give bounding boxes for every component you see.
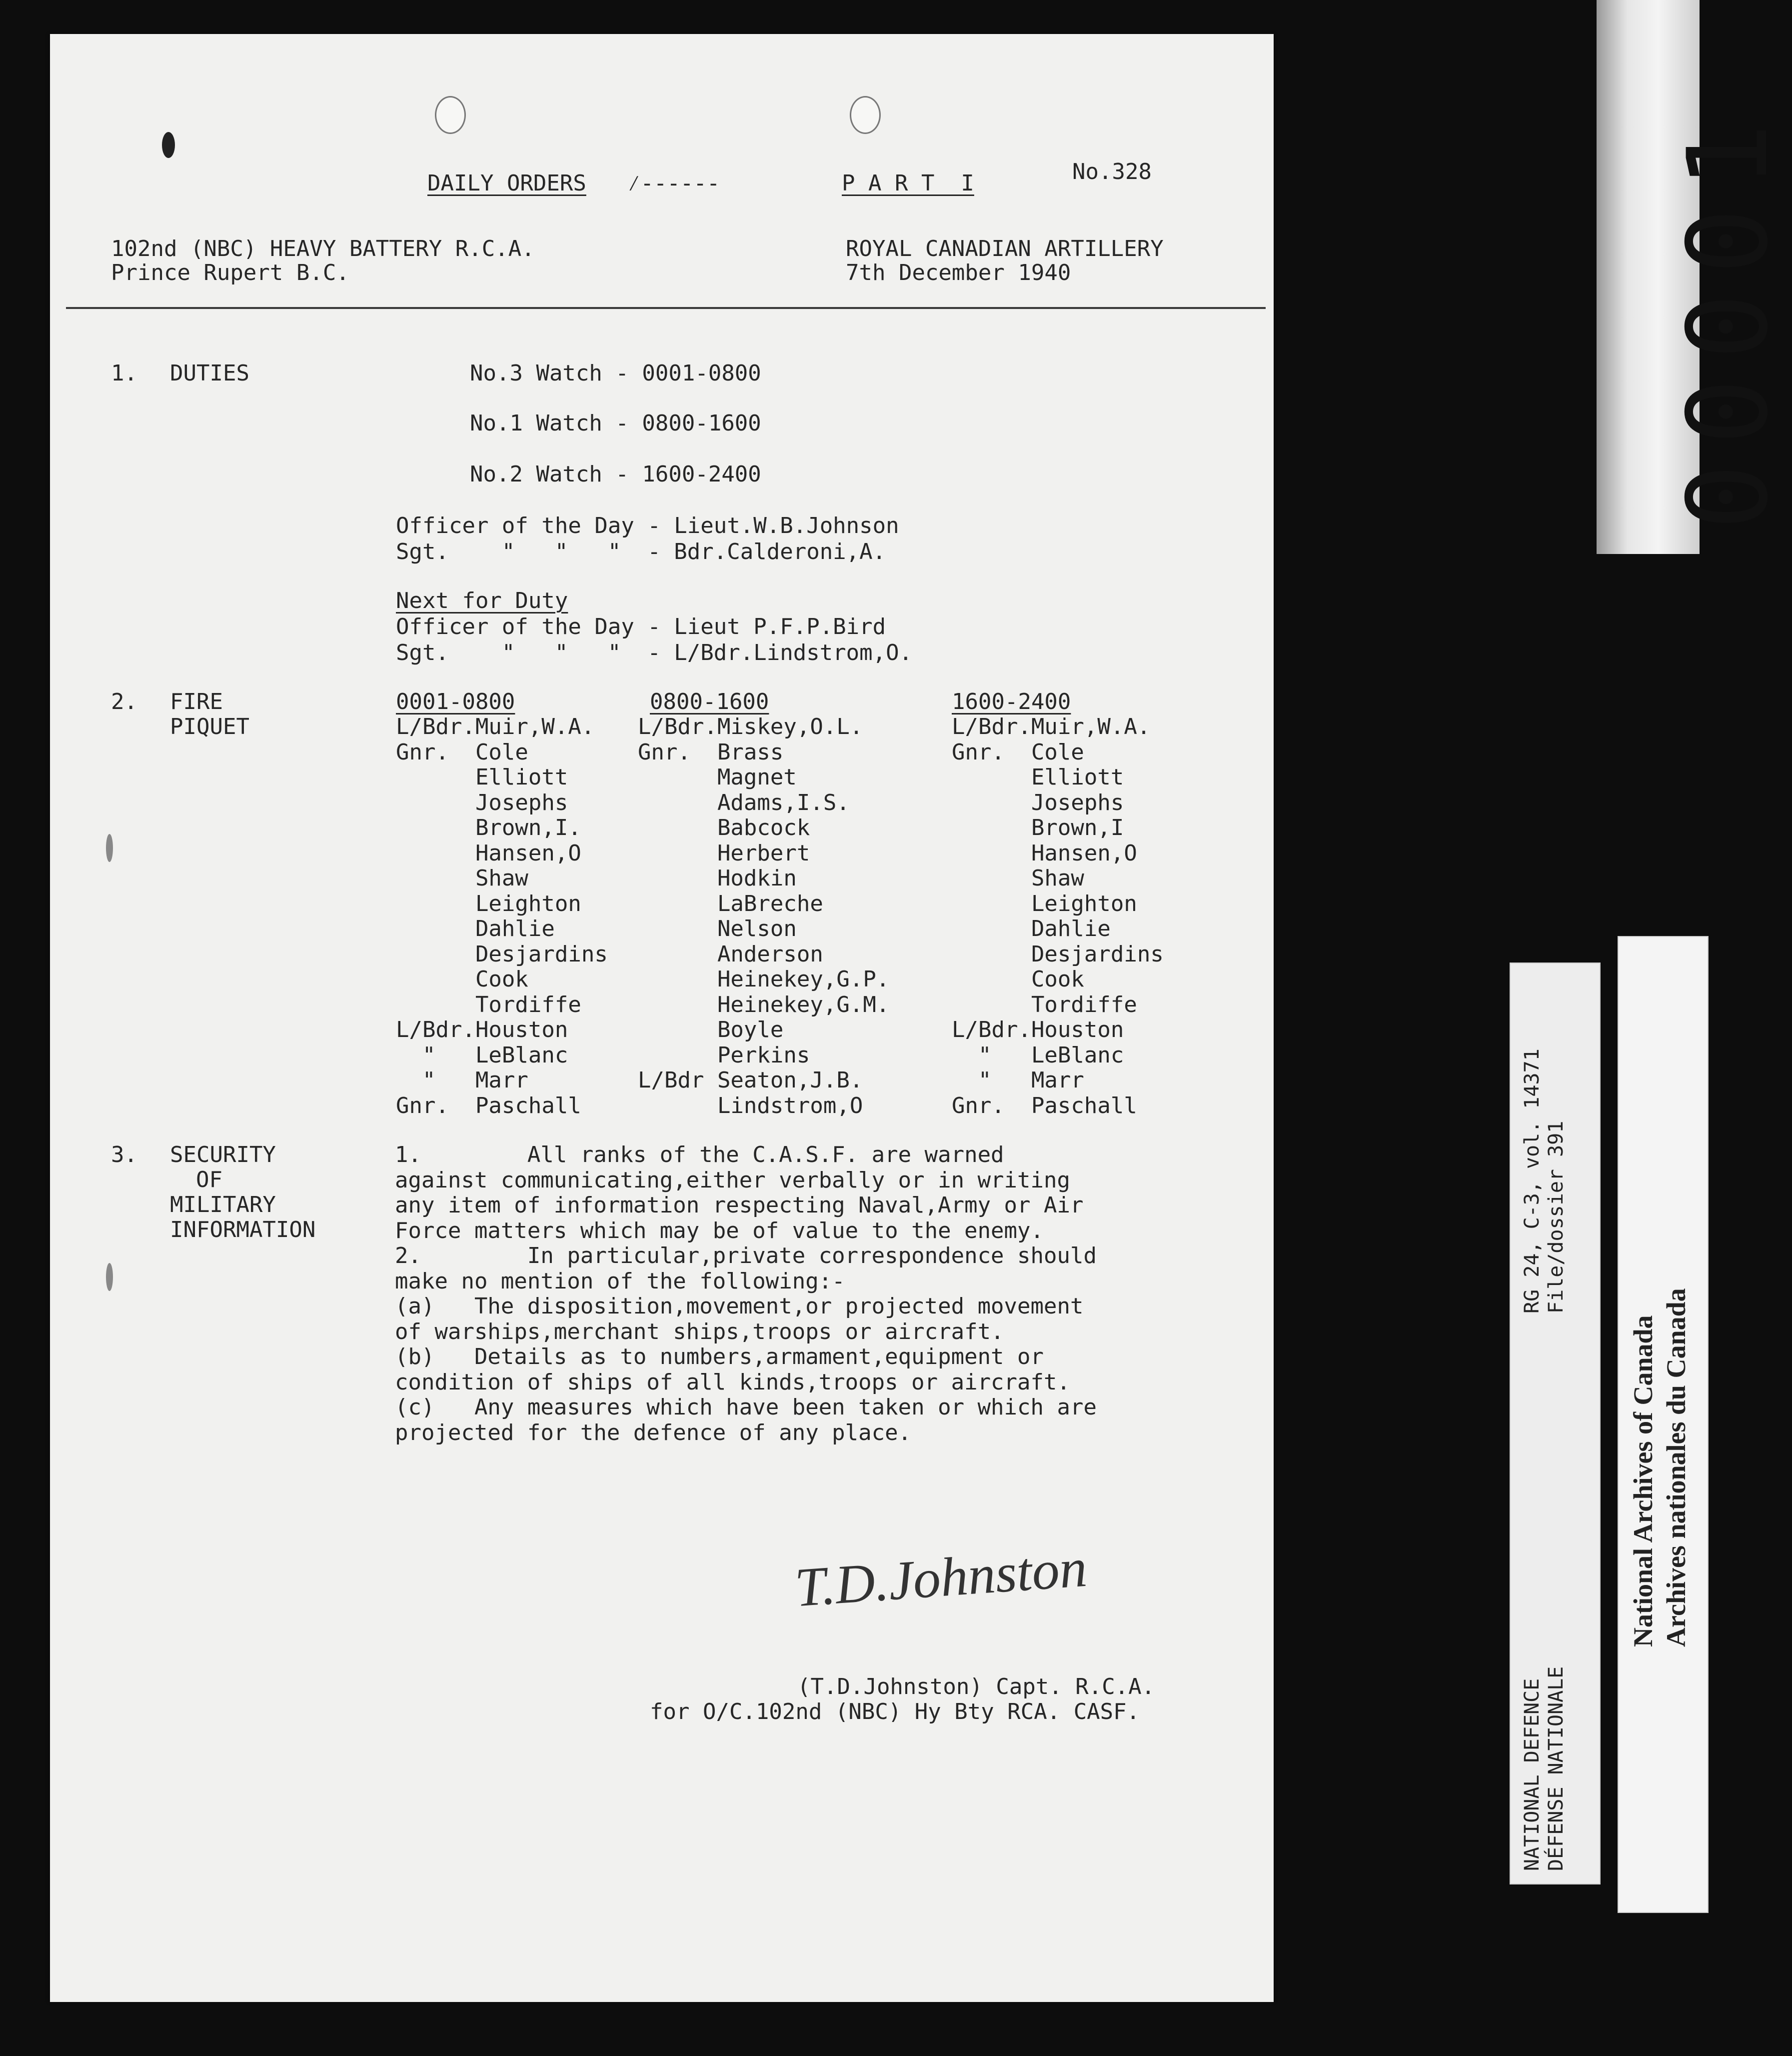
list-item: Herbert bbox=[638, 840, 810, 866]
corps-name: ROYAL CANADIAN ARTILLERY bbox=[846, 236, 1164, 262]
list-item: Shaw bbox=[396, 866, 528, 891]
section-number: 2. bbox=[111, 689, 137, 714]
section-heading: DUTIES bbox=[170, 360, 249, 386]
next-sgt: Sgt. " " " - L/Bdr.Lindstrom,O. bbox=[396, 640, 913, 666]
list-item: L/Bdr.Muir,W.A. bbox=[396, 714, 595, 740]
department-text: DÉFENSE NATIONALE bbox=[1545, 1666, 1568, 1871]
list-item: Elliott bbox=[396, 764, 568, 790]
list-item: " Marr bbox=[396, 1068, 528, 1093]
list-item: L/Bdr.Houston bbox=[952, 1017, 1124, 1042]
piquet-column bbox=[396, 716, 608, 1120]
paragraph-line: projected for the defence of any place. bbox=[395, 1420, 912, 1446]
list-item: Desjardins bbox=[952, 941, 1164, 967]
list-item: Cook bbox=[396, 966, 528, 992]
watch-line: No.2 Watch - 1600-2400 bbox=[470, 462, 761, 487]
section-heading: MILITARY bbox=[170, 1192, 276, 1218]
section-heading: INFORMATION bbox=[170, 1217, 316, 1242]
list-item: Cook bbox=[952, 966, 1084, 992]
section-heading: FIRE bbox=[170, 689, 223, 714]
punch-hole-right bbox=[850, 96, 881, 134]
column-time: 1600-2400 bbox=[952, 689, 1071, 714]
list-item: L/Bdr.Muir,W.A. bbox=[952, 714, 1151, 740]
list-item: Lindstrom,O bbox=[638, 1092, 863, 1118]
staple-mark bbox=[106, 1263, 113, 1291]
order-date: 7th December 1940 bbox=[846, 260, 1071, 286]
security-paragraph bbox=[395, 1144, 1097, 1447]
list-item: Gnr. Brass bbox=[638, 739, 784, 765]
signatory-for: for O/C.102nd (NBC) Hy Bty RCA. CASF. bbox=[650, 1699, 1140, 1724]
list-item: L/Bdr.Houston bbox=[396, 1017, 568, 1042]
next-officer: Officer of the Day - Lieut P.F.P.Bird bbox=[396, 614, 886, 640]
order-number: No.328 bbox=[1072, 159, 1152, 184]
paragraph-line: 1. All ranks of the C.A.S.F. are warned bbox=[395, 1142, 1004, 1168]
officer-of-day: Officer of the Day - Lieut.W.B.Johnson bbox=[396, 513, 899, 538]
staple-mark bbox=[106, 834, 113, 862]
paragraph-line: (a) The disposition,movement,or projected movement bbox=[395, 1294, 1084, 1319]
section-number: 3. bbox=[111, 1142, 137, 1168]
list-item: Perkins bbox=[638, 1042, 810, 1068]
list-item: Dahlie bbox=[396, 916, 555, 942]
list-item: L/Bdr.Miskey,O.L. bbox=[638, 714, 863, 740]
list-item: Gnr. Cole bbox=[396, 739, 528, 765]
list-item: Gnr. Cole bbox=[952, 739, 1084, 765]
title-separator: ⁄------ bbox=[627, 170, 720, 196]
part-label: P A R T I bbox=[842, 170, 974, 196]
punch-hole-left bbox=[435, 96, 466, 134]
next-for-duty-heading: Next for Duty bbox=[396, 588, 568, 614]
list-item: Shaw bbox=[952, 866, 1084, 891]
piquet-column bbox=[952, 716, 1164, 1120]
list-item: Magnet bbox=[638, 764, 797, 790]
watch-line: No.1 Watch - 0800-1600 bbox=[470, 410, 761, 436]
department-text: NATIONAL DEFENCE bbox=[1521, 1678, 1544, 1871]
paragraph-line: of warships,merchant ships,troops or aircraft. bbox=[395, 1318, 1004, 1344]
piquet-column bbox=[638, 716, 889, 1120]
reference-text: RG 24, C-3, vol. 14371 bbox=[1521, 1048, 1544, 1314]
paragraph-line: condition of ships of all kinds,troops or aircraft. bbox=[395, 1369, 1071, 1395]
reference-text: File/dossier 391 bbox=[1545, 1120, 1568, 1314]
section-heading: OF bbox=[196, 1167, 222, 1192]
list-item: Anderson bbox=[638, 941, 823, 967]
unit-location: Prince Rupert B.C. bbox=[111, 260, 349, 286]
list-item: Leighton bbox=[952, 890, 1137, 916]
list-item: Dahlie bbox=[952, 916, 1111, 942]
signatory-name: (T.D.Johnston) Capt. R.C.A. bbox=[797, 1674, 1155, 1700]
paragraph-line: 2. In particular,private correspondence should bbox=[395, 1243, 1097, 1268]
list-item: Heinekey,G.P. bbox=[638, 966, 890, 992]
paragraph-line: (c) Any measures which have been taken or which are bbox=[395, 1394, 1097, 1420]
paragraph-line: Force matters which may be of value to the enemy. bbox=[395, 1218, 1044, 1244]
list-item: Boyle bbox=[638, 1017, 784, 1042]
section-heading: PIQUET bbox=[170, 714, 249, 740]
reference-label bbox=[1510, 962, 1601, 1884]
list-item: Josephs bbox=[952, 790, 1124, 816]
list-item: Gnr. Paschall bbox=[396, 1092, 581, 1118]
list-item: Adams,I.S. bbox=[638, 790, 850, 816]
list-item: Brown,I bbox=[952, 815, 1124, 840]
list-item: " LeBlanc bbox=[396, 1042, 568, 1068]
list-item: Hansen,O bbox=[396, 840, 581, 866]
document-title: DAILY ORDERS bbox=[427, 170, 586, 196]
header-rule bbox=[66, 307, 1266, 309]
list-item: " LeBlanc bbox=[952, 1042, 1124, 1068]
list-item: Tordiffe bbox=[952, 992, 1137, 1018]
archives-label bbox=[1618, 936, 1709, 1913]
watch-line: No.3 Watch - 0001-0800 bbox=[470, 360, 761, 386]
list-item: Hansen,O bbox=[952, 840, 1137, 866]
paragraph-line: against communicating,either verbally or in writing bbox=[395, 1167, 1071, 1193]
handwritten-signature: T.D.Johnston bbox=[793, 1536, 1089, 1618]
list-item: LaBreche bbox=[638, 890, 823, 916]
section-heading: SECURITY bbox=[170, 1142, 276, 1168]
list-item: Josephs bbox=[396, 790, 568, 816]
column-time: 0001-0800 bbox=[396, 689, 515, 714]
sgt-of-day: Sgt. " " " - Bdr.Calderoni,A. bbox=[396, 539, 886, 564]
paragraph-line: make no mention of the following:- bbox=[395, 1268, 845, 1294]
list-item: L/Bdr Seaton,J.B. bbox=[638, 1068, 863, 1093]
archives-name-fr: Archives nationales du Canada bbox=[1661, 1288, 1691, 1647]
unit-name: 102nd (NBC) HEAVY BATTERY R.C.A. bbox=[111, 236, 535, 262]
paragraph-line: any item of information respecting Naval,Army or Air bbox=[395, 1192, 1084, 1218]
list-item: Heinekey,G.M. bbox=[638, 992, 890, 1018]
column-time: 0800-1600 bbox=[650, 689, 769, 714]
frame-number: 00001 bbox=[1664, 104, 1792, 530]
paragraph-line: (b) Details as to numbers,armament,equipment or bbox=[395, 1344, 1044, 1370]
frame-number-strip bbox=[1597, 0, 1792, 554]
ink-mark bbox=[162, 132, 175, 158]
list-item: Desjardins bbox=[396, 941, 608, 967]
list-item: Babcock bbox=[638, 815, 810, 840]
list-item: Leighton bbox=[396, 890, 581, 916]
list-item: " Marr bbox=[952, 1068, 1084, 1093]
archives-name-en: National Archives of Canada bbox=[1628, 1315, 1658, 1647]
list-item: Tordiffe bbox=[396, 992, 581, 1018]
list-item: Hodkin bbox=[638, 866, 797, 891]
list-item: Nelson bbox=[638, 916, 797, 942]
list-item: Brown,I. bbox=[396, 815, 581, 840]
section-number: 1. bbox=[111, 360, 137, 386]
list-item: Elliott bbox=[952, 764, 1124, 790]
list-item: Gnr. Paschall bbox=[952, 1092, 1137, 1118]
